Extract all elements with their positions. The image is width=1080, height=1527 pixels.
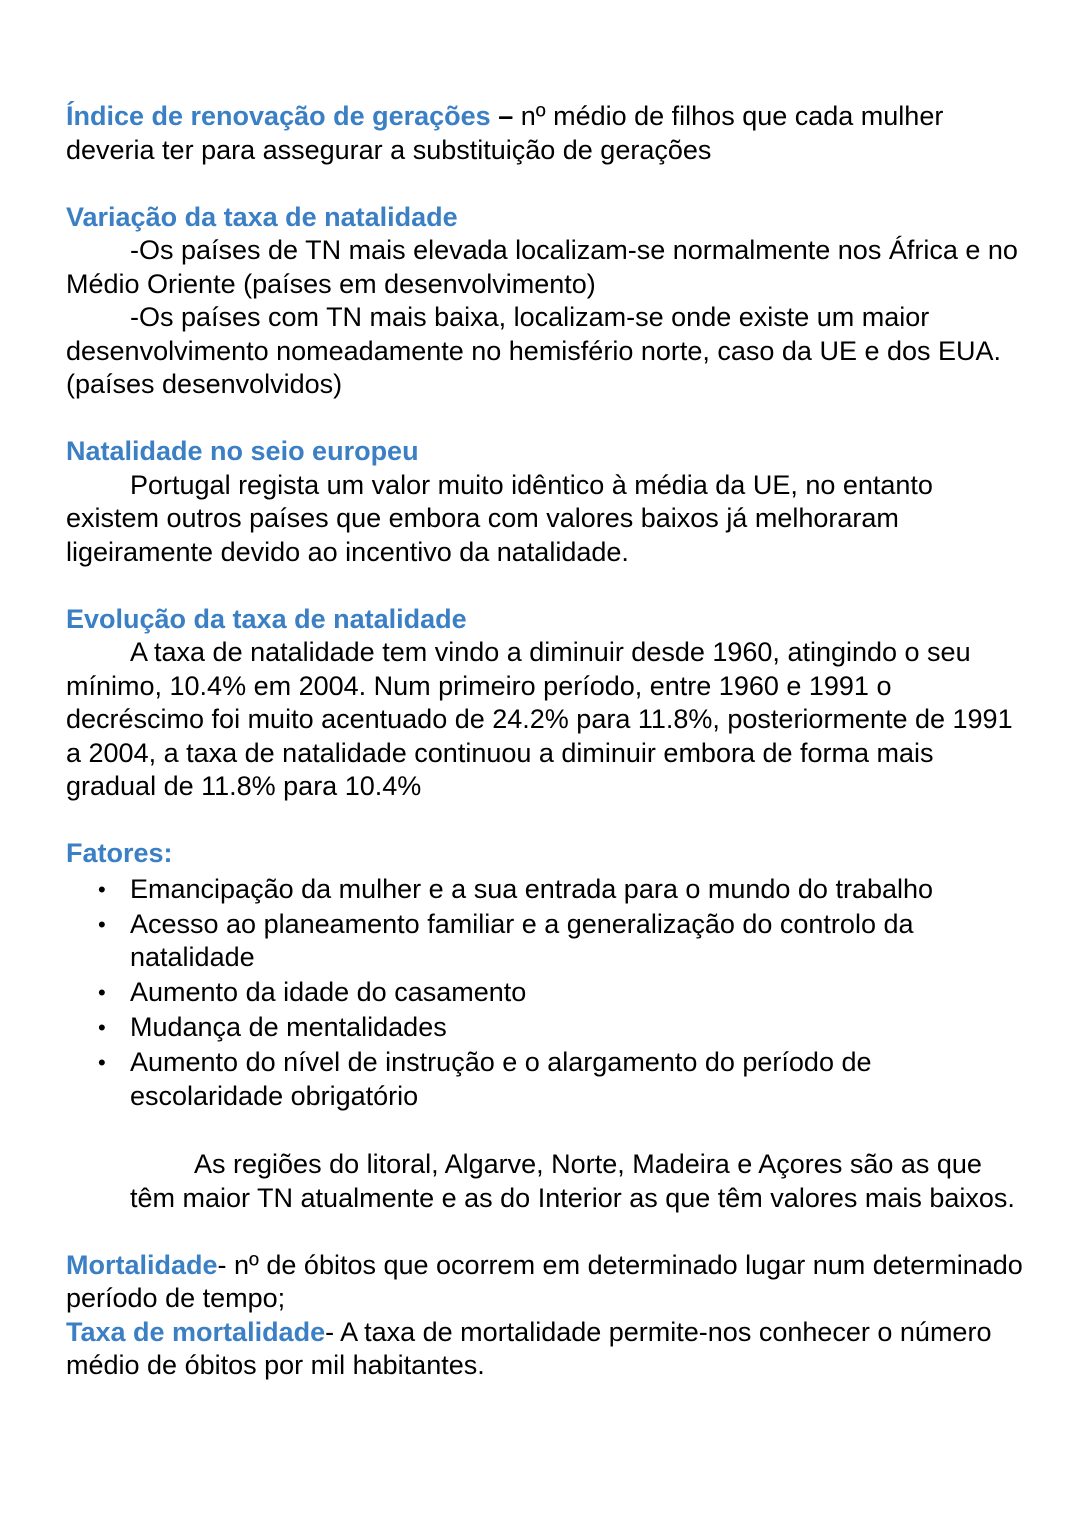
definition-renovacao-text: nº médio de filhos que cada mulher deveria ter para assegurar a substituição de gerações (66, 101, 944, 165)
bullet-icon: • (98, 911, 106, 937)
definition-mortalidade (66, 1249, 1026, 1316)
spacer (66, 1115, 1026, 1149)
term-taxa-mortalidade: Taxa de mortalidade (66, 1316, 326, 1347)
paragraph-evolucao: A taxa de natalidade tem vindo a diminuir desde 1960, atingindo o seu mínimo, 10.4% em 2004. Num primeiro período, entre 1960 e 1991 o decréscimo foi muito acentuado de 24.2% para 11.8%, posteriormente de 1991 a 2004, a taxa de natalidade continuou a diminuir embora de forma mais gradual de 11.8% para 10.4% (66, 637, 1013, 801)
list-item (98, 1046, 1026, 1113)
paragraph-variacao-2: -Os países com TN mais baixa, localizam-se onde existe um maior desenvolvimento nomeadamente no hemisfério norte, caso da UE e dos EUA. (países desenvolvidos) (66, 302, 1002, 399)
spacer (66, 569, 1026, 603)
heading-evolucao: Evolução da taxa de natalidade (66, 603, 467, 634)
list-item (98, 976, 1026, 1010)
factors-list (66, 873, 1026, 1114)
definition-taxa-mortalidade-text: - A taxa de mortalidade permite-nos conhecer o número médio de óbitos por mil habitantes. (66, 1316, 992, 1380)
document-page (66, 100, 1026, 1383)
paragraph-natalidade-europeu: Portugal regista um valor muito idêntico à média da UE, no entanto existem outros países que embora com valores baixos já melhoraram ligeiramente devido ao incentivo da natalidade. (66, 469, 933, 567)
term-renovacao: Índice de renovação de gerações (66, 101, 491, 131)
definition-renovacao (66, 100, 1026, 167)
list-item-text: Aumento do nível de instrução e o alargamento do período de escolaridade obrigatório (130, 1047, 872, 1111)
list-item (98, 908, 1026, 975)
paragraph-variacao-1: -Os países de TN mais elevada localizam-se normalmente nos África e no Médio Oriente (países em desenvolvimento) (66, 235, 1018, 299)
heading-fatores: Fatores: (66, 838, 173, 868)
bullet-icon: • (98, 1015, 106, 1040)
definition-taxa-mortalidade (66, 1316, 1026, 1383)
bullet-icon: • (98, 1050, 106, 1075)
bullet-icon: • (98, 980, 106, 1005)
list-item-text: Aumento da idade do casamento (130, 977, 527, 1007)
term-mortalidade: Mortalidade (66, 1249, 218, 1280)
spacer (66, 804, 1026, 838)
paragraph-regioes: As regiões do litoral, Algarve, Norte, Madeira e Açores são as que têm maior TN atualmente e as do Interior as que têm valores mais baixos. (130, 1149, 1015, 1213)
list-item-text: Emancipação da mulher e a sua entrada para o mundo do trabalho (130, 873, 934, 904)
term-dash: – (490, 101, 521, 131)
definition-mortalidade-text: - nº de óbitos que ocorrem em determinado lugar num determinado período de tempo; (66, 1249, 1023, 1313)
spacer (66, 167, 1026, 201)
list-item-text: Mudança de mentalidades (130, 1012, 447, 1042)
heading-variacao: Variação da taxa de natalidade (66, 201, 458, 232)
bullet-icon: • (98, 876, 106, 902)
spacer (66, 1215, 1026, 1249)
heading-natalidade-europeu: Natalidade no seio europeu (66, 436, 419, 466)
spacer (66, 402, 1026, 436)
list-item (98, 1011, 1026, 1045)
list-item (98, 873, 1026, 907)
list-item-text: Acesso ao planeamento familiar e a generalização do controlo da natalidade (130, 908, 914, 972)
